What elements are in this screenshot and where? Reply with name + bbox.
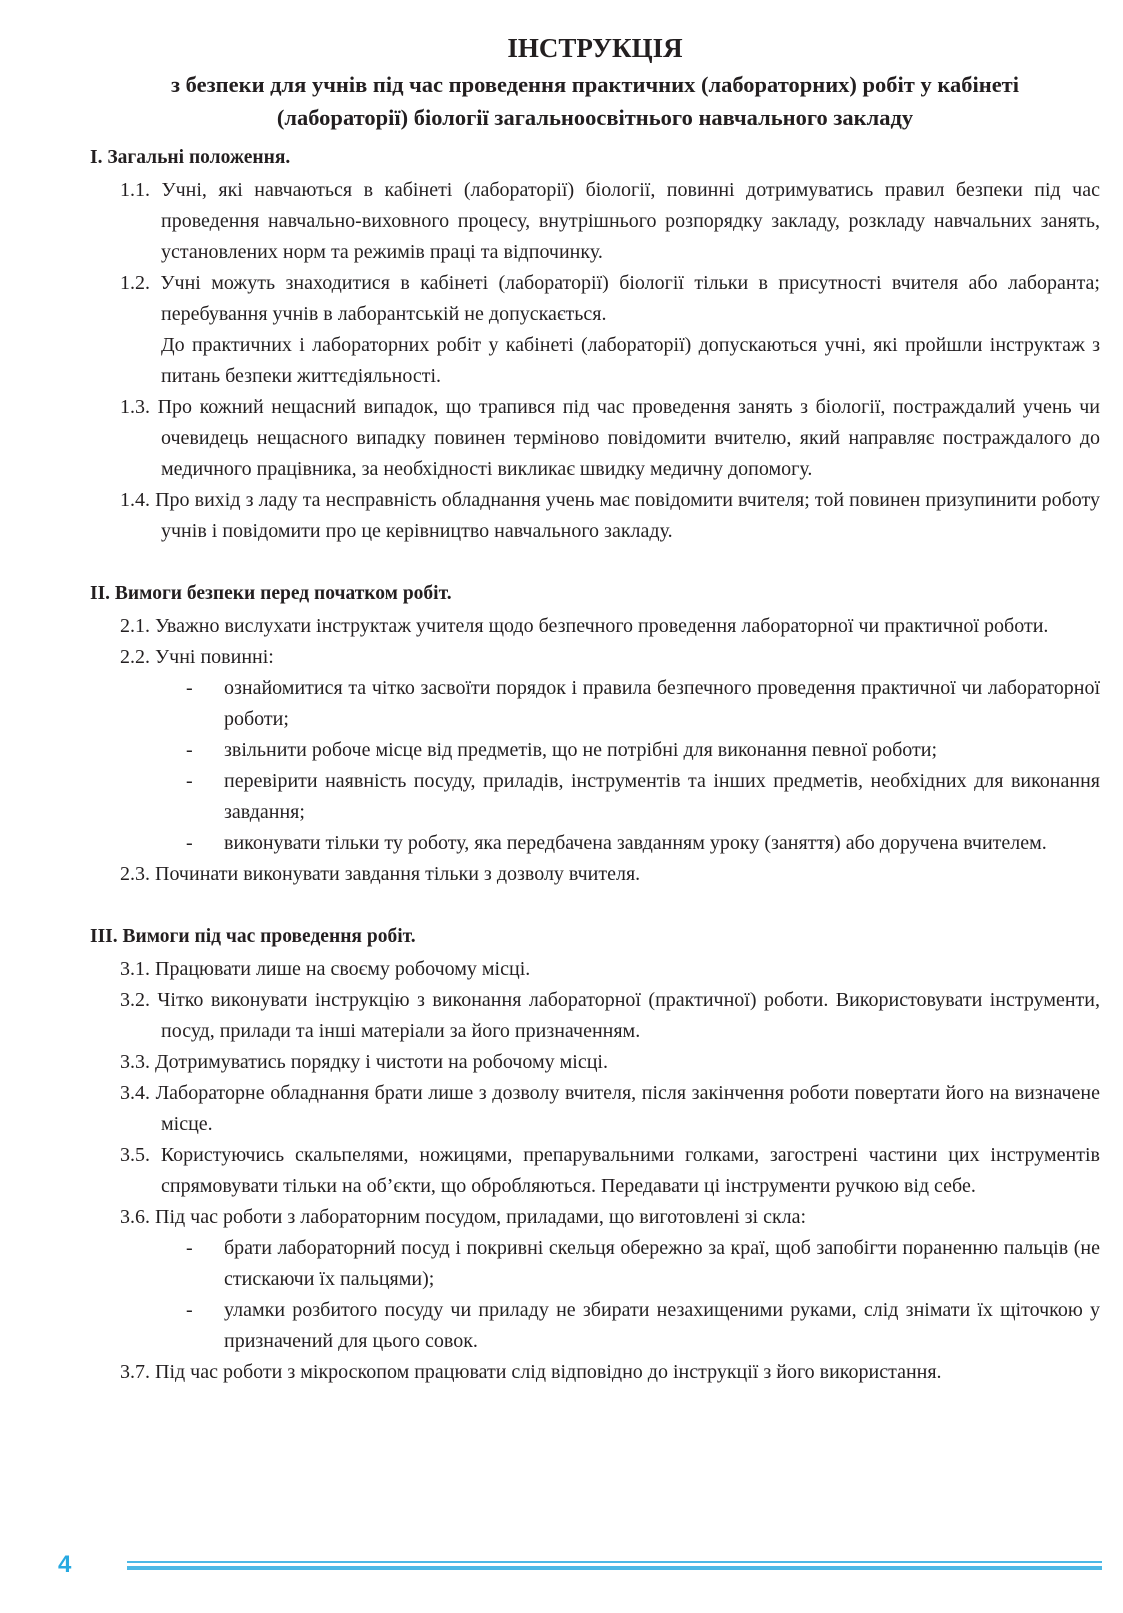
section-before-work (90, 580, 1100, 890)
list-item: 3.2. Чітко виконувати інструкцію з виконання лабораторної (практичної) роботи. Використовувати інструменти, посуд, прилади та інші матеріали за його призначенням. (120, 989, 1100, 1042)
subtitle-line: (лабораторії) біології загальноосвітнього навчального закладу (276, 105, 914, 130)
page-footer (0, 1550, 1123, 1590)
bullet-text: ознайомитися та чітко засвоїти порядок і правила безпечного проведення практичної чи лабораторної роботи; (224, 677, 1100, 730)
bullet-dash: - (186, 832, 193, 854)
bullet-item (90, 1295, 1100, 1357)
bullet-text: брати лабораторний посуд і покривні скельця обережно за краї, щоб запобігти пораненню пальців (не стискаючи їх пальцями); (224, 1237, 1100, 1290)
section-heading: ІІ. Вимоги безпеки перед початком робіт. (90, 583, 452, 604)
subtitle-line: з безпеки для учнів під час проведення практичних (лабораторних) робіт у кабінеті (171, 72, 1019, 97)
list-item: 1.1. Учні, які навчаються в кабінеті (лабораторії) біології, повинні дотримуватись правил безпеки під час проведення навчально-виховного процесу, внутрішнього розпорядку закладу, розкладу навчальних занять, установлених норм та режимів праці та відпочинку. (120, 179, 1100, 263)
footer-rule (127, 1561, 1102, 1563)
bullet-dash: - (186, 677, 193, 699)
bullet-text: звільнити робоче місце від предметів, що не потрібні для виконання певної роботи; (224, 739, 938, 761)
list-item: 2.1. Уважно вислухати інструктаж учителя щодо безпечного проведення лабораторної чи практичної роботи. (120, 615, 1049, 637)
bullet-dash: - (186, 739, 193, 761)
list-item: 3.7. Під час роботи з мікроскопом працювати слід відповідно до інструкції з його використання. (120, 1361, 942, 1383)
footer-rule (127, 1566, 1102, 1570)
bullet-item (90, 828, 1100, 859)
list-item: 3.4. Лабораторне обладнання брати лише з дозволу вчителя, після закінчення роботи повертати його на визначене місце. (120, 1082, 1100, 1135)
section-heading: І. Загальні положення. (90, 147, 291, 168)
document-title: ІНСТРУКЦІЯ (507, 33, 683, 63)
bullet-text: перевірити наявність посуду, приладів, інструментів та інших предметів, необхідних для виконання завдання; (224, 770, 1100, 823)
section-gap (90, 890, 1100, 923)
bullet-item (90, 1233, 1100, 1295)
list-item: 3.1. Працювати лише на своєму робочому місці. (120, 958, 531, 980)
list-item: 1.2. Учні можуть знаходитися в кабінеті (лабораторії) біології тільки в присутності вчителя або лаборанта; перебування учнів в лаборантській не допускається. (120, 272, 1100, 325)
bullet-item (90, 673, 1100, 735)
list-item: 1.3. Про кожний нещасний випадок, що трапився під час проведення занять з біології, постраждалий учень чи очевидець нещасного випадку повинен терміново повідомити вчителю, який направляє постраждалого до медичного працівника, за необхідності викликає швидку медичну допомогу. (120, 396, 1100, 480)
list-item: 2.3. Починати виконувати завдання тільки з дозволу вчителя. (120, 863, 641, 885)
section-heading: ІІІ. Вимоги під час проведення робіт. (90, 926, 416, 947)
list-item: 2.2. Учні повинні: (120, 646, 274, 668)
list-item: 3.6. Під час роботи з лабораторним посудом, приладами, що виготовлені зі скла: (120, 1206, 807, 1228)
document-page (90, 30, 1100, 1388)
page-number: 4 (58, 1551, 72, 1578)
bullet-dash: - (186, 1237, 193, 1259)
bullet-item (90, 735, 1100, 766)
bullet-item (90, 766, 1100, 828)
bullet-dash: - (186, 770, 193, 792)
list-item: 1.4. Про вихід з ладу та несправність обладнання учень має повідомити вчителя; той повинен призупинити роботу учнів і повідомити про це керівництво навчального закладу. (120, 489, 1100, 542)
section-during-work (90, 923, 1100, 1388)
bullet-text: виконувати тільки ту роботу, яка передбачена завданням уроку (заняття) або доручена вчителем. (224, 832, 1047, 854)
list-item: 3.3. Дотримуватись порядку і чистоти на робочому місці. (120, 1051, 608, 1073)
bullet-dash: - (186, 1299, 193, 1321)
section-gap (90, 547, 1100, 580)
list-item-continuation: До практичних і лабораторних робіт у кабінеті (лабораторії) допускаються учні, які пройшли інструктаж з питань безпеки життєдіяльності. (161, 334, 1100, 387)
section-general (90, 144, 1100, 547)
document-subtitle (90, 68, 1100, 134)
list-item: 3.5. Користуючись скальпелями, ножицями, препарувальними голками, загострені частини цих інструментів спрямовувати тільки на об’єкти, що обробляються. Передавати ці інструменти ручкою від себе. (120, 1144, 1100, 1197)
bullet-text: уламки розбитого посуду чи приладу не збирати незахищеними руками, слід знімати їх щіточкою у призначений для цього совок. (224, 1299, 1100, 1352)
